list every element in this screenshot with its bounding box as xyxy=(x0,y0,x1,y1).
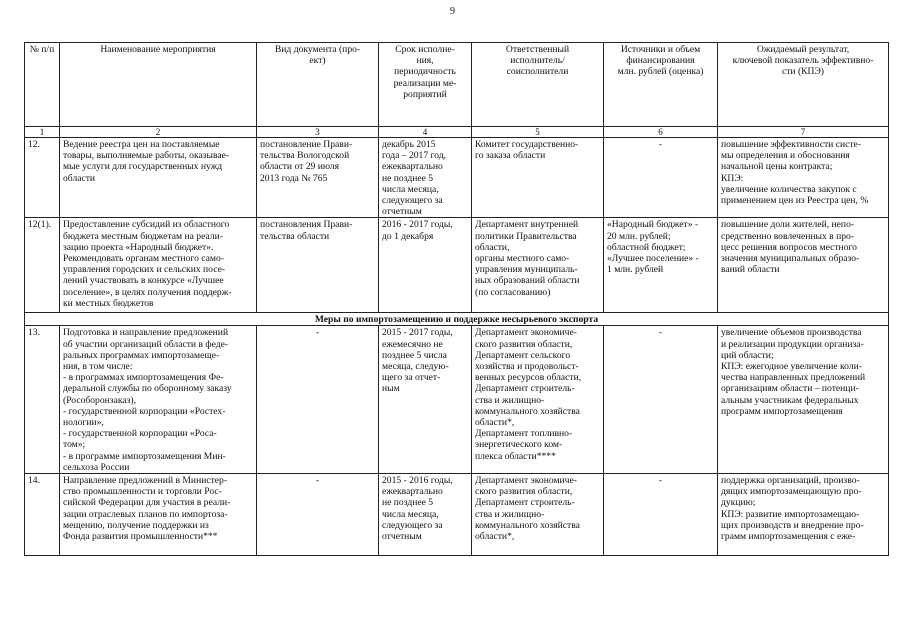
cell-line: ральных программах импортозамеще- xyxy=(63,349,220,361)
cell-line: и реализации продукции организа- xyxy=(721,338,864,350)
document-type xyxy=(257,326,379,474)
cell-line: не позднее 5 xyxy=(382,497,434,509)
cell-line: до 1 декабря xyxy=(382,230,434,242)
responsible xyxy=(472,138,604,218)
row-number: 12(1). xyxy=(25,218,60,313)
cell-line: области*, xyxy=(475,531,515,543)
responsible xyxy=(472,474,604,556)
document-type xyxy=(257,218,379,313)
measure-name xyxy=(60,474,257,556)
deadline xyxy=(379,138,472,218)
cell-line: КПЭ: xyxy=(721,172,744,184)
cell-line: месяца, следую- xyxy=(382,361,449,373)
row-number: 12. xyxy=(25,138,60,218)
cell-line: чества направленных предложений xyxy=(721,372,866,384)
cell-line: поселение», в целях получения поддерж- xyxy=(63,286,232,298)
cell-line: ежемесячно не xyxy=(382,338,443,350)
cell-line: плекса области**** xyxy=(475,450,556,462)
table-row xyxy=(25,138,889,218)
column-number: 1 xyxy=(25,127,60,138)
cell-line: № п/п xyxy=(29,44,55,55)
cell-line: Ответственный xyxy=(505,44,570,55)
cell-line: Департамент сельского xyxy=(475,349,571,361)
cell-line: - государственной корпорации «Ростех- xyxy=(63,405,226,417)
header-cell xyxy=(257,43,379,127)
cell-line: нологии», xyxy=(63,417,104,429)
expected-result xyxy=(718,218,889,313)
cell-line: реализации ме- xyxy=(393,77,457,89)
cell-line: 2013 года № 765 xyxy=(260,172,328,184)
column-number: 4 xyxy=(379,127,472,138)
cell-line: ваний области xyxy=(721,264,780,276)
cell-line: ство промышленности и торговли Рос- xyxy=(63,486,222,498)
cell-line: областной бюджет; xyxy=(607,241,686,253)
cell-line: дящих импортозамещающую про- xyxy=(721,486,862,498)
expected-result xyxy=(718,138,889,218)
cell-line: КПЭ: ежегодное увеличение коли- xyxy=(721,361,862,373)
cell-line: отчетным xyxy=(382,206,422,218)
measure-name xyxy=(60,326,257,474)
cell-line: Департамент экономиче- xyxy=(475,475,577,487)
cell-line: Рекомендовать органам местного само- xyxy=(63,253,224,265)
cell-line: ки местных бюджетов xyxy=(63,297,154,309)
financing xyxy=(604,474,718,556)
financing xyxy=(604,218,718,313)
cell-line: альным участникам федеральных xyxy=(721,394,859,406)
row-number: 14. xyxy=(25,474,60,556)
cell-line: «Народный бюджет» - xyxy=(607,219,699,231)
cell-line: зацию проекта «Народный бюджет». xyxy=(63,241,214,253)
cell-line: отчетным xyxy=(382,531,422,543)
cell-line: - государственной корпорации «Роса- xyxy=(63,428,217,440)
cell-line: хозяйства и продовольст- xyxy=(475,361,579,373)
cell-line: щего за отчет- xyxy=(382,372,441,384)
column-number: 6 xyxy=(604,127,718,138)
deadline xyxy=(379,218,472,313)
cell-line: ект) xyxy=(309,55,326,67)
row-number: 13. xyxy=(25,326,60,474)
deadline xyxy=(379,326,472,474)
cell-line: Департамент строитель- xyxy=(475,383,575,395)
header-cell xyxy=(718,43,889,127)
cell-line: товары, выполняемые работы, оказывае- xyxy=(63,150,230,162)
section-row xyxy=(25,313,889,326)
cell-line: мещению, получение поддержки из xyxy=(63,519,209,531)
cell-line: Подготовка и направление предложений xyxy=(63,327,229,339)
table-row xyxy=(25,218,889,313)
cell-line: лений участвовать в конкурсе «Лучшее xyxy=(63,275,224,287)
cell-line: тельства Вологодской xyxy=(260,150,350,162)
cell-line: Ведение реестра цен на поставляемые xyxy=(63,139,220,150)
cell-line: увеличение количества закупок с xyxy=(721,183,857,195)
cell-line: числа месяца, xyxy=(382,508,439,520)
cell-line: цесс решения вопросов местного xyxy=(721,241,857,253)
cell-line: - в программах импортозамещения Фе- xyxy=(63,372,224,384)
cell-line: мые услуги для государственных нужд xyxy=(63,161,223,173)
cell-line: об участии организаций области в феде- xyxy=(63,338,229,350)
cell-line: мы определения и обоснования xyxy=(721,150,850,162)
header-row xyxy=(25,43,889,127)
responsible xyxy=(472,218,604,313)
cell-line: Комитет государственно- xyxy=(475,139,579,150)
cell-line: не позднее 5 xyxy=(382,172,434,184)
expected-result xyxy=(718,326,889,474)
cell-line: ций области; xyxy=(721,349,774,361)
cell-line: 1 млн. рублей xyxy=(607,264,664,276)
cell-line: ского развития области, xyxy=(475,486,573,498)
cell-line: ежеквартально xyxy=(382,486,443,498)
cell-line: ных образований области xyxy=(475,275,580,287)
cell-line: (Рособоронзаказ), xyxy=(63,394,136,406)
cell-line: увеличение объемов производства xyxy=(721,327,862,339)
cell-line: - в программе импортозамещения Мин- xyxy=(63,450,226,462)
cell-line: ния, xyxy=(416,55,434,67)
document-type xyxy=(257,474,379,556)
cell-line: управления городских и сельских посе- xyxy=(63,264,226,276)
header-cell xyxy=(604,43,718,127)
cell-line: - xyxy=(658,475,663,487)
page-number: 9 xyxy=(450,6,455,17)
cell-line: следующего за xyxy=(382,195,443,207)
financing xyxy=(604,138,718,218)
cell-line: Департамент внутренней xyxy=(475,219,579,231)
cell-line: ключевой показатель эффективно- xyxy=(732,55,874,67)
cell-line: Предоставление субсидий из областного xyxy=(63,219,230,231)
cell-line: ства и жилищно- xyxy=(475,394,545,406)
cell-line: применением цен из Реестра цен, % xyxy=(721,195,869,207)
cell-line: года – 2017 год, xyxy=(382,150,447,162)
column-number: 5 xyxy=(472,127,604,138)
cell-line: го заказа области xyxy=(475,150,546,162)
header-cell xyxy=(379,43,472,127)
cell-line: - xyxy=(315,327,320,339)
cell-line: периодичность xyxy=(394,66,456,78)
cell-line: следующего за xyxy=(382,519,443,531)
header-cell xyxy=(25,43,60,127)
cell-line: значения муниципальных образо- xyxy=(721,253,860,265)
cell-line: Источники и объем xyxy=(620,44,701,55)
cell-line: Вид документа (про- xyxy=(274,44,361,55)
financing xyxy=(604,326,718,474)
cell-line: постановления Прави- xyxy=(260,219,353,231)
cell-line: Департамент топливно- xyxy=(475,428,573,440)
cell-line: дукцию; xyxy=(721,497,756,509)
cell-line: Фонда развития промышленности*** xyxy=(63,531,218,543)
cell-line: организациям области – потенци- xyxy=(721,383,859,395)
column-number: 3 xyxy=(257,127,379,138)
cell-line: области, xyxy=(475,241,510,253)
table-row xyxy=(25,474,889,556)
cell-line: Срок исполне- xyxy=(395,44,455,55)
cell-line: повышение доли жителей, непо- xyxy=(721,219,855,231)
cell-line: коммунального хозяйства xyxy=(475,405,580,417)
cell-line: Направление предложений в Министер- xyxy=(63,475,228,487)
column-number: 2 xyxy=(60,127,257,138)
header-cell xyxy=(472,43,604,127)
cell-line: Ожидаемый результат, xyxy=(756,44,850,55)
cell-line: ежеквартально xyxy=(382,161,443,173)
cell-line: коммунального хозяйства xyxy=(475,519,580,531)
cell-line: ния, в том числе: xyxy=(63,361,133,373)
cell-line: соисполнители xyxy=(506,66,569,78)
cell-line: постановление Прави- xyxy=(260,139,353,150)
document-type xyxy=(257,138,379,218)
header-cell xyxy=(60,43,257,127)
cell-line: средственно вовлеченных в про- xyxy=(721,230,855,242)
column-number-row xyxy=(25,127,889,138)
cell-line: области xyxy=(63,172,96,184)
cell-line: том»; xyxy=(63,439,86,451)
cell-line: Наименование мероприятия xyxy=(100,44,216,55)
cell-line: 20 млн. рублей; xyxy=(607,230,671,242)
cell-line: декабрь 2015 xyxy=(382,139,436,150)
measures-table xyxy=(24,42,889,556)
cell-line: ства и жилищно- xyxy=(475,508,545,520)
cell-line: ным xyxy=(382,383,400,395)
cell-line: Департамент экономиче- xyxy=(475,327,577,339)
column-number: 7 xyxy=(718,127,889,138)
cell-line: программ импортозамещения xyxy=(721,405,843,417)
cell-line: области*, xyxy=(475,417,515,429)
cell-line: 2016 - 2017 годы, xyxy=(382,219,453,231)
cell-line: сельхоза России xyxy=(63,461,130,473)
cell-line: венных ресурсов области, xyxy=(475,372,582,384)
cell-line: - xyxy=(658,327,663,339)
measure-name xyxy=(60,138,257,218)
cell-line: политики Правительства xyxy=(475,230,577,242)
cell-line: управления муниципаль- xyxy=(475,264,578,276)
cell-line: - xyxy=(658,139,663,150)
cell-line: тельства области xyxy=(260,230,330,242)
cell-line: млн. рублей (оценка) xyxy=(617,66,704,78)
cell-line: органы местного само- xyxy=(475,253,570,265)
cell-line: начальной цены контракта; xyxy=(721,161,833,173)
cell-line: 2015 - 2016 годы, xyxy=(382,475,453,487)
cell-line: зации отраслевых планов по импортоза- xyxy=(63,508,228,520)
cell-line: щих производств и внедрение про- xyxy=(721,519,864,531)
deadline xyxy=(379,474,472,556)
cell-line: КПЭ: развитие импортозамещаю- xyxy=(721,508,860,520)
cell-line: (по согласованию) xyxy=(475,286,551,298)
cell-line: сийской Федерации для участия в реали- xyxy=(63,497,231,509)
cell-line: числа месяца, xyxy=(382,183,439,195)
cell-line: бюджета местным бюджетам на реали- xyxy=(63,230,223,242)
cell-line: «Лучшее поселение» - xyxy=(607,253,699,265)
cell-line: - xyxy=(315,475,320,487)
measure-name xyxy=(60,218,257,313)
cell-line: сти (КПЭ) xyxy=(781,66,825,78)
cell-line: Департамент строитель- xyxy=(475,497,575,509)
cell-line: финансирования xyxy=(626,55,695,67)
cell-line: поддержка организаций, произво- xyxy=(721,475,860,487)
cell-line: деральной службы по оборонному заказу xyxy=(63,383,232,395)
expected-result xyxy=(718,474,889,556)
cell-line: 2015 - 2017 годы, xyxy=(382,327,453,339)
cell-line: роприятий xyxy=(403,88,447,100)
cell-line: позднее 5 числа xyxy=(382,349,447,361)
cell-line: исполнитель/ xyxy=(510,55,565,67)
table-row xyxy=(25,326,889,474)
cell-line: ского развития области, xyxy=(475,338,573,350)
cell-line: повышение эффективности систе- xyxy=(721,139,862,150)
responsible xyxy=(472,326,604,474)
cell-line: энергетического ком- xyxy=(475,439,563,451)
cell-line: области от 29 июля xyxy=(260,161,339,173)
section-title: Меры по импортозамещению и поддержке несырьевого экспорта xyxy=(25,313,889,326)
cell-line: грамм импортозамещения с еже- xyxy=(721,531,856,543)
